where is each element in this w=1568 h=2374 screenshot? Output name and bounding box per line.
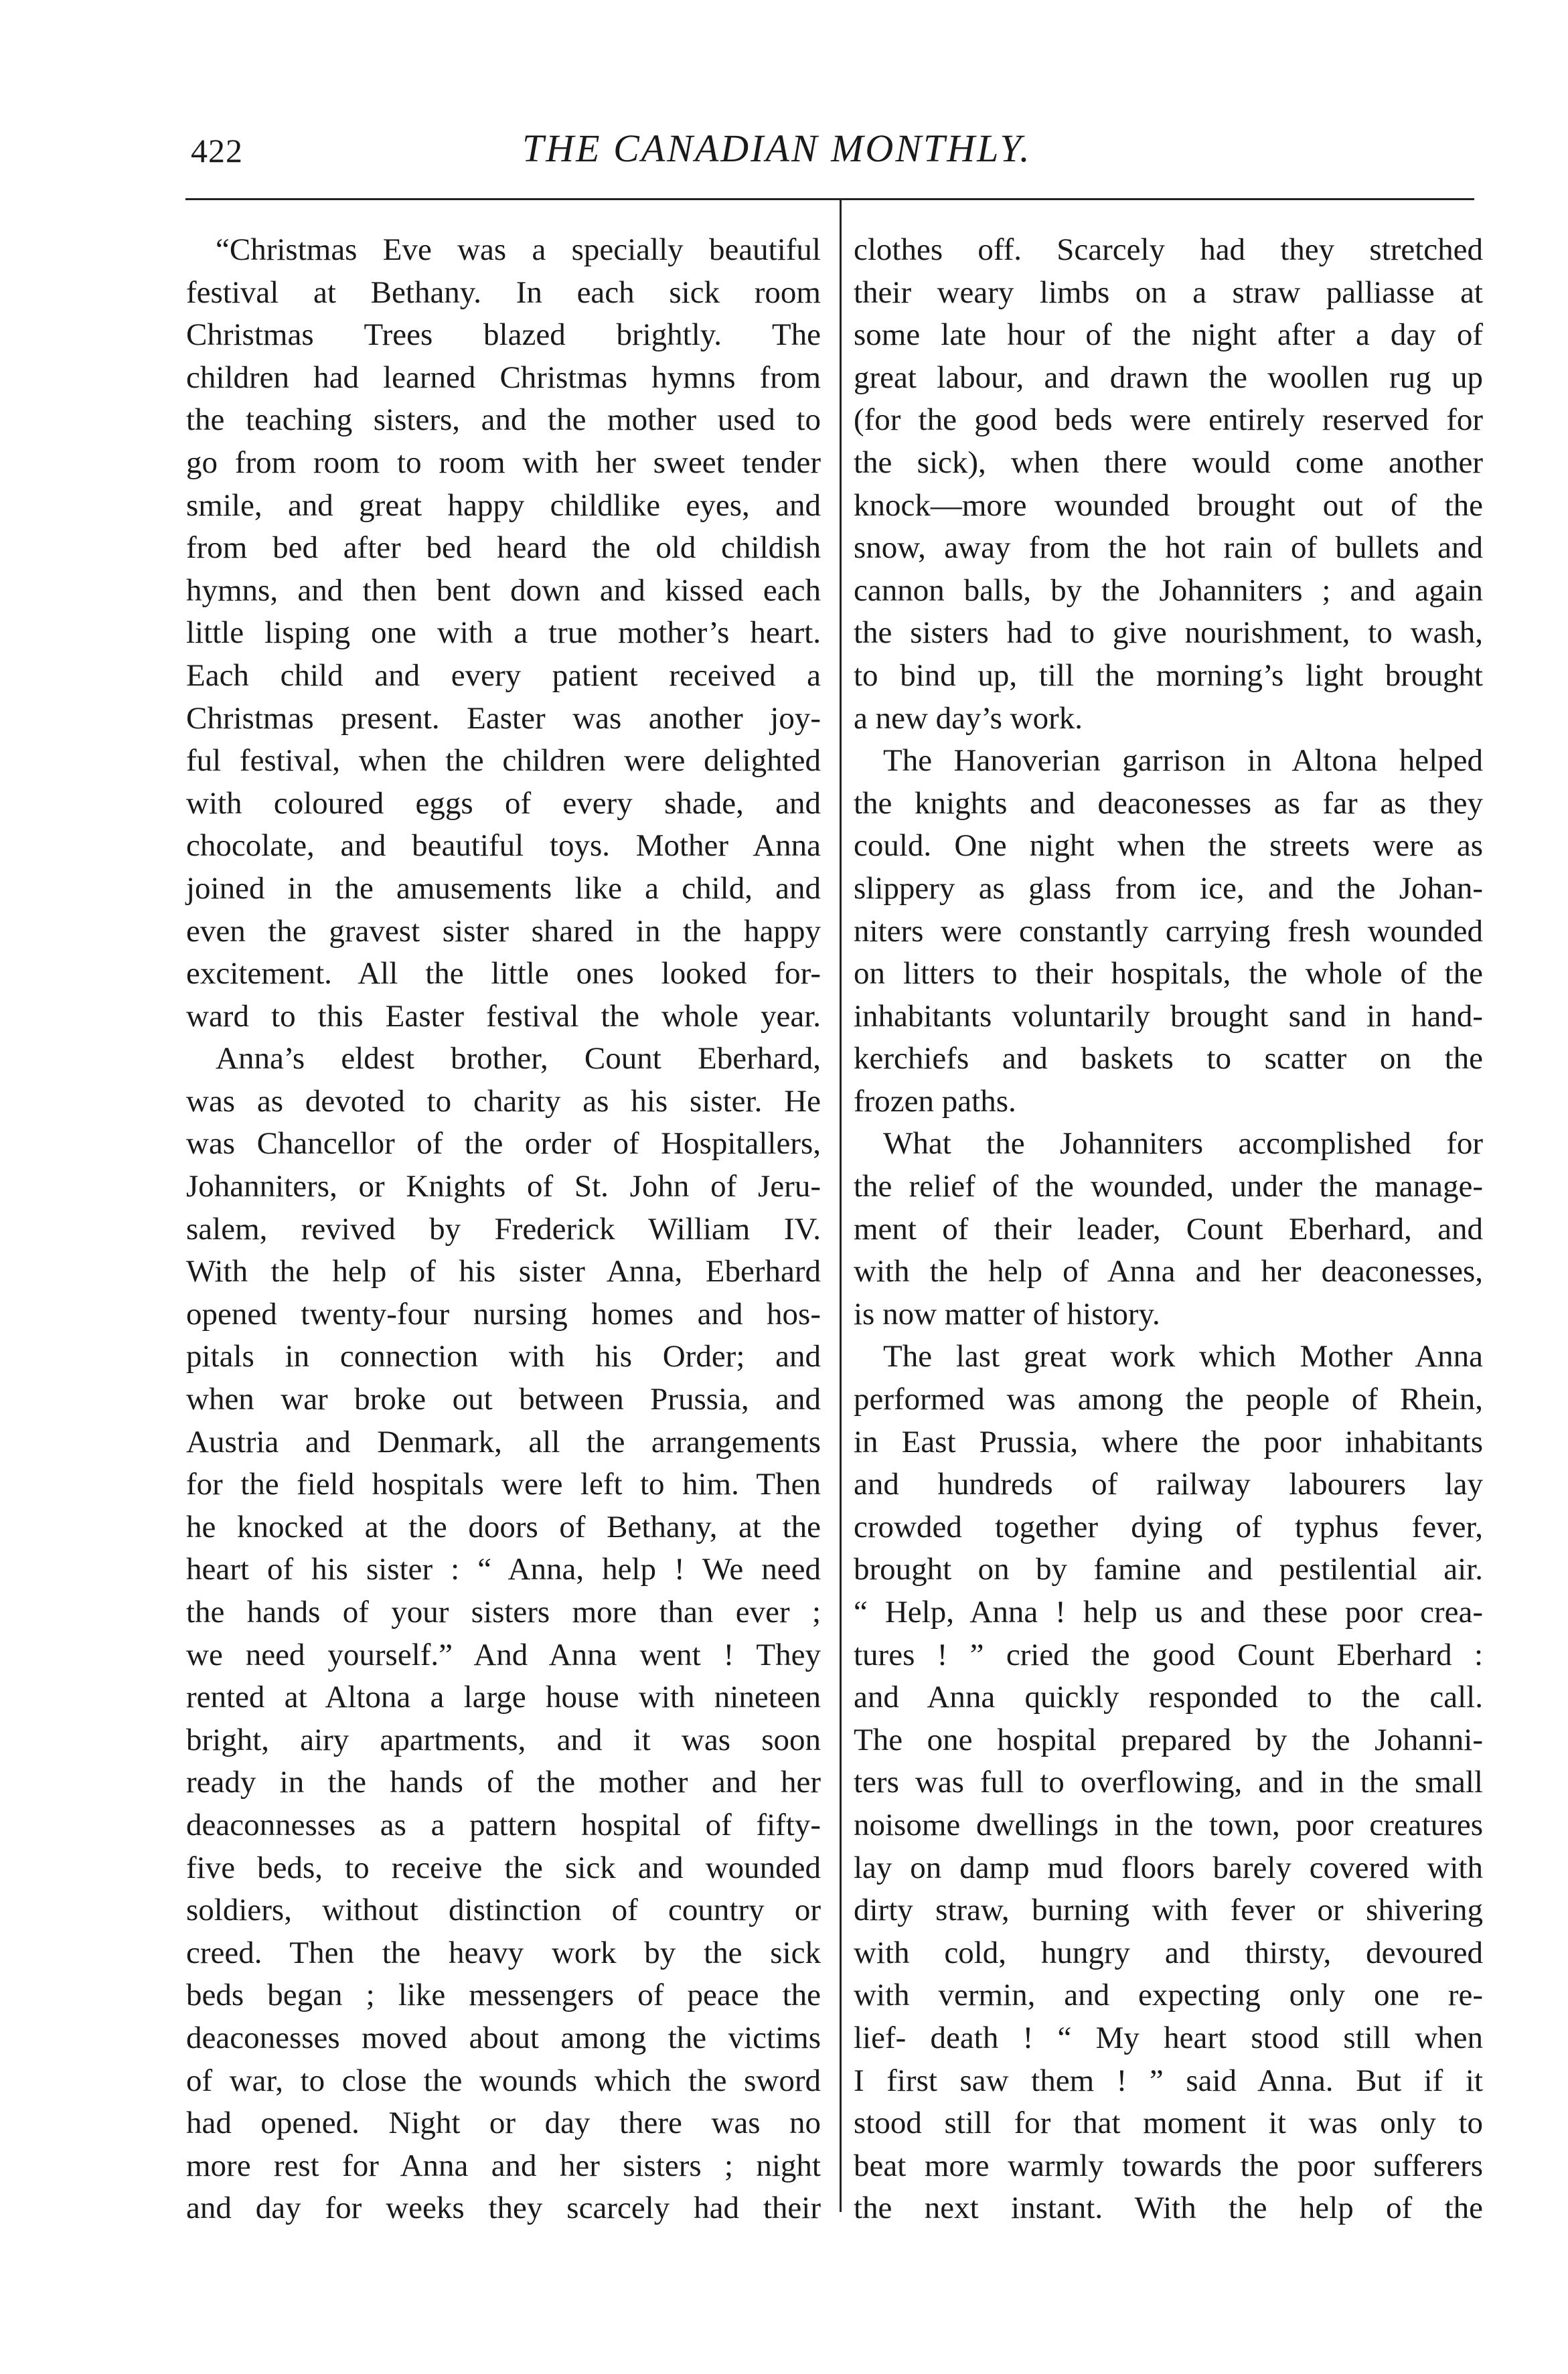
text-line: The one hospital prepared by the Johanni- [854, 1722, 1483, 1757]
text-line: inhabitants voluntarily brought sand in hand- [854, 998, 1483, 1034]
text-line: The Hanoverian garrison in Altona helped [883, 743, 1483, 779]
text-line: crowded together dying of typhus fever, [854, 1509, 1483, 1545]
text-line: chocolate, and beautiful toys. Mother Anna [186, 828, 821, 864]
text-line: deaconnesses as a pattern hospital of fifty- [186, 1807, 821, 1842]
text-line: The last great work which Mother Anna [883, 1339, 1483, 1374]
text-line: knock—more wounded brought out of the [854, 487, 1483, 523]
paragraph [854, 229, 1483, 740]
text-line: stood still for that moment it was only to [854, 2106, 1483, 2141]
text-line: tures ! ” cried the good Count Eberhard : [854, 1637, 1483, 1672]
right-column [854, 229, 1483, 2230]
text-line: Johanniters, or Knights of St. John of Jeru- [186, 1169, 821, 1204]
text-line: Christmas present. Easter was another joy- [186, 700, 821, 736]
text-line: ward to this Easter festival the whole year. [186, 998, 821, 1034]
text-line: the relief of the wounded, under the manage- [854, 1169, 1483, 1204]
text-line: and Anna quickly responded to the call. [854, 1680, 1483, 1715]
text-line: opened twenty-four nursing homes and hos- [186, 1296, 821, 1332]
text-line: ters was full to overflowing, and in the small [854, 1765, 1483, 1800]
text-line: cannon balls, by the Johanniters ; and again [854, 572, 1483, 608]
text-line: with vermin, and expecting only one re- [854, 1978, 1483, 2013]
page-number: 422 [191, 132, 243, 169]
text-line: was as devoted to charity as his sister. He [186, 1083, 821, 1119]
text-line: in East Prussia, where the poor inhabitants [854, 1424, 1483, 1459]
text-line: Austria and Denmark, all the arrangements [186, 1424, 821, 1459]
text-line: could. One night when the streets were as [854, 828, 1483, 864]
text-line: five beds, to receive the sick and wounded [186, 1850, 821, 1885]
text-line: salem, revived by Frederick William IV. [186, 1211, 821, 1247]
text-line: pitals in connection with his Order; and [186, 1339, 821, 1374]
text-line: dirty straw, burning with fever or shivering [854, 1893, 1483, 1928]
text-line: and day for weeks they scarcely had their [186, 2191, 821, 2226]
text-line: the next instant. With the help of the [854, 2191, 1483, 2226]
text-line: What the Johanniters accomplished for [883, 1126, 1483, 1162]
text-line: little lisping one with a true mother’s heart. [186, 615, 821, 651]
text-line: and hundreds of railway labourers lay [854, 1467, 1483, 1502]
text-line: hymns, and then bent down and kissed each [186, 572, 821, 608]
text-line: ful festival, when the children were delighted [186, 743, 821, 779]
text-line: frozen paths. [854, 1083, 1016, 1119]
text-line: is now matter of history. [854, 1296, 1160, 1332]
text-line: beat more warmly towards the poor sufferers [854, 2148, 1483, 2183]
text-line: for the field hospitals were left to him. Then [186, 1467, 821, 1502]
text-line: ment of their leader, Count Eberhard, and [854, 1211, 1483, 1247]
text-line: rented at Altona a large house with nineteen [186, 1680, 821, 1715]
text-line: beds began ; like messengers of peace the [186, 1978, 821, 2013]
text-line: niters were constantly carrying fresh wounded [854, 913, 1483, 949]
text-line: more rest for Anna and her sisters ; night [186, 2148, 821, 2183]
text-line: I first saw them ! ” said Anna. But if it [854, 2063, 1483, 2098]
text-line: from bed after bed heard the old childish [186, 530, 821, 566]
header-rule [185, 198, 1474, 200]
text-line: with cold, hungry and thirsty, devoured [854, 1935, 1483, 1970]
text-line: bright, airy apartments, and it was soon [186, 1722, 821, 1757]
column-divider [840, 200, 842, 2212]
text-line: Christmas Trees blazed brightly. The [186, 317, 821, 353]
text-line: heart of his sister : “ Anna, help ! We need [186, 1552, 821, 1587]
text-line: even the gravest sister shared in the happy [186, 913, 821, 949]
text-line: festival at Bethany. In each sick room [186, 274, 821, 310]
text-line: was Chancellor of the order of Hospitallers, [186, 1126, 821, 1162]
text-line: performed was among the people of Rhein, [854, 1382, 1483, 1417]
text-line: lief- death ! “ My heart stood still when [854, 2020, 1483, 2055]
text-line: had opened. Night or day there was no [186, 2106, 821, 2141]
text-line: their weary limbs on a straw palliasse at [854, 274, 1483, 310]
text-line: on litters to their hospitals, the whole of the [854, 956, 1483, 992]
text-line: noisome dwellings in the town, poor creatures [854, 1807, 1483, 1842]
text-line: soldiers, without distinction of country or [186, 1893, 821, 1928]
text-line: great labour, and drawn the woollen rug up [854, 360, 1483, 395]
paragraph [854, 740, 1483, 1123]
text-line: lay on damp mud floors barely covered with [854, 1850, 1483, 1885]
text-line: go from room to room with her sweet tender [186, 445, 821, 480]
paragraph [186, 1038, 821, 2230]
text-line: Each child and every patient received a [186, 657, 821, 693]
text-line: with coloured eggs of every shade, and [186, 785, 821, 821]
text-line: (for the good beds were entirely reserved for [854, 402, 1483, 438]
text-line: excitement. All the little ones looked for- [186, 956, 821, 992]
text-line: “ Help, Anna ! help us and these poor crea- [854, 1595, 1483, 1630]
text-line: Anna’s eldest brother, Count Eberhard, [216, 1041, 821, 1077]
text-line: the sisters had to give nourishment, to wash, [854, 615, 1483, 651]
text-line: clothes off. Scarcely had they stretched [854, 232, 1483, 267]
text-line: “Christmas Eve was a specially beautiful [216, 232, 821, 267]
text-line: when war broke out between Prussia, and [186, 1382, 821, 1417]
text-line: joined in the amusements like a child, and [186, 870, 821, 906]
text-line: creed. Then the heavy work by the sick [186, 1935, 821, 1970]
text-line: children had learned Christmas hymns from [186, 360, 821, 395]
text-line: ready in the hands of the mother and her [186, 1765, 821, 1800]
text-line: the knights and deaconesses as far as they [854, 785, 1483, 821]
text-line: we need yourself.” And Anna went ! They [186, 1637, 821, 1672]
text-line: the teaching sisters, and the mother used to [186, 402, 821, 438]
left-column [186, 229, 821, 2230]
text-line: a new day’s work. [854, 700, 1083, 736]
text-line: smile, and great happy childlike eyes, and [186, 487, 821, 523]
paragraph [854, 1336, 1483, 2229]
text-line: slippery as glass from ice, and the Johan- [854, 870, 1483, 906]
text-line: deaconesses moved about among the victims [186, 2020, 821, 2055]
text-line: kerchiefs and baskets to scatter on the [854, 1041, 1483, 1077]
paragraph [186, 229, 821, 1038]
text-line: the hands of your sisters more than ever ; [186, 1595, 821, 1630]
text-line: brought on by famine and pestilential air. [854, 1552, 1483, 1587]
text-line: of war, to close the wounds which the sword [186, 2063, 821, 2098]
text-line: snow, away from the hot rain of bullets and [854, 530, 1483, 566]
text-line: he knocked at the doors of Bethany, at the [186, 1509, 821, 1545]
text-line: With the help of his sister Anna, Eberhard [186, 1254, 821, 1289]
text-line: to bind up, till the morning’s light brought [854, 657, 1483, 693]
running-title: THE CANADIAN MONTHLY. [522, 127, 1032, 170]
text-line: some late hour of the night after a day of [854, 317, 1483, 353]
paragraph [854, 1123, 1483, 1336]
text-line: with the help of Anna and her deaconesses, [854, 1254, 1483, 1289]
text-line: the sick), when there would come another [854, 445, 1483, 480]
